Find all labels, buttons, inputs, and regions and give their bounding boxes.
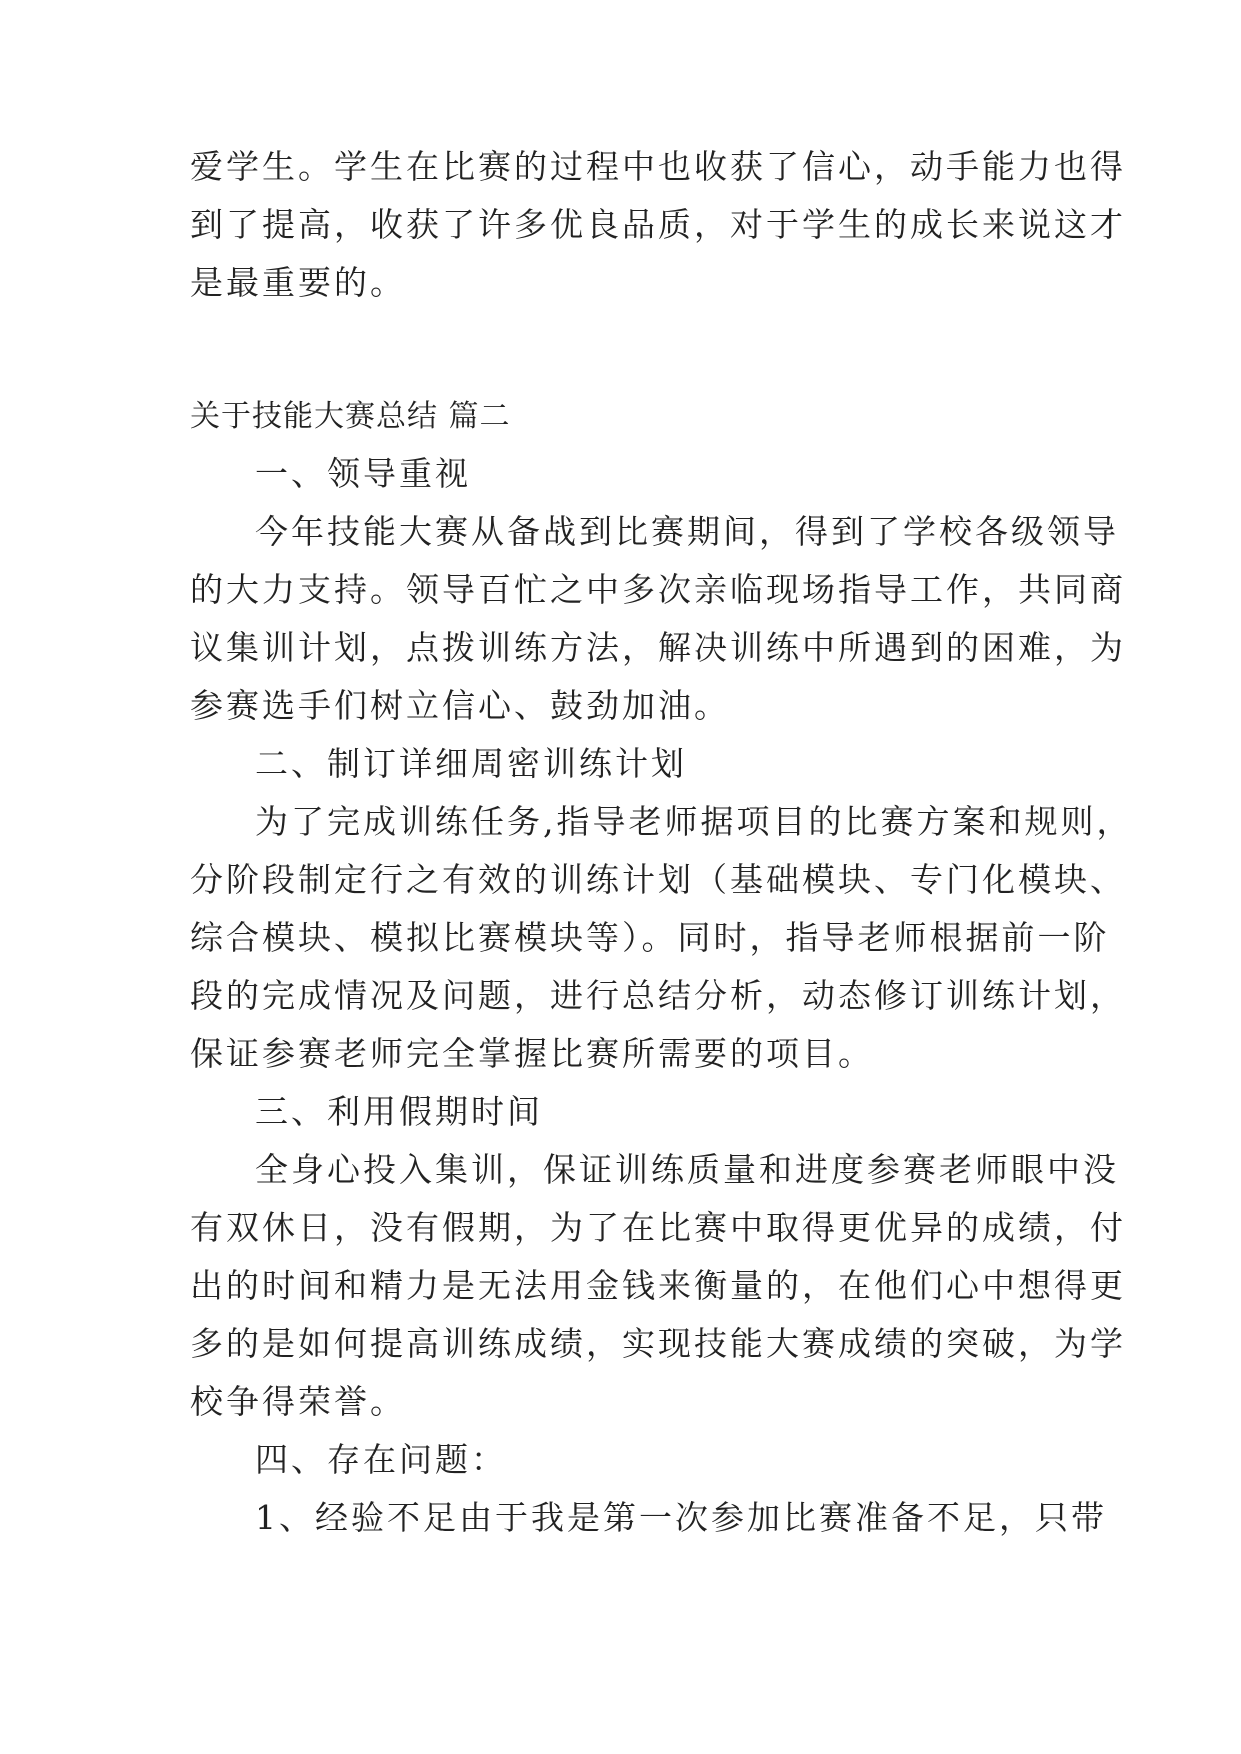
paragraph-line: 今年技能大赛从备战到比赛期间，得到了学校各级领导 — [255, 512, 1119, 551]
paragraph-line: 是最重要的。 — [190, 263, 406, 302]
paragraph-line: 参赛选手们树立信心、鼓劲加油。 — [190, 686, 730, 725]
paragraph-line: 为了完成训练任务,指导老师据项目的比赛方案和规则， — [255, 802, 1133, 841]
part-heading: 二、制订详细周密训练计划 — [255, 744, 687, 783]
paragraph-line: 保证参赛老师完全掌握比赛所需要的项目。 — [190, 1034, 874, 1073]
paragraph-line: 校争得荣誉。 — [190, 1382, 406, 1421]
paragraph-line: 的大力支持。领导百忙之中多次亲临现场指导工作，共同商 — [190, 570, 1126, 609]
paragraph-line: 议集训计划，点拨训练方法，解决训练中所遇到的困难，为 — [190, 628, 1126, 667]
paragraph-line: 1、经验不足由于我是第一次参加比赛准备不足，只带 — [255, 1498, 1107, 1537]
paragraph-line: 全身心投入集训，保证训练质量和进度参赛老师眼中没 — [255, 1150, 1119, 1189]
paragraph-line: 分阶段制定行之有效的训练计划（基础模块、专门化模块、 — [190, 860, 1126, 899]
paragraph-line: 综合模块、模拟比赛模块等）。同时，指导老师根据前一阶 — [190, 918, 1110, 957]
paragraph-line: 多的是如何提高训练成绩，实现技能大赛成绩的突破，为学 — [190, 1324, 1126, 1363]
paragraph-line: 出的时间和精力是无法用金钱来衡量的，在他们心中想得更 — [190, 1266, 1126, 1305]
paragraph-line: 段的完成情况及问题，进行总结分析，动态修订训练计划， — [190, 976, 1126, 1015]
part-heading: 三、利用假期时间 — [255, 1092, 543, 1131]
paragraph-line: 爱学生。学生在比赛的过程中也收获了信心，动手能力也得 — [190, 147, 1126, 186]
part-heading: 一、领导重视 — [255, 454, 471, 493]
section-title: 关于技能大赛总结 篇二 — [190, 399, 511, 434]
paragraph-line: 到了提高，收获了许多优良品质，对于学生的成长来说这才 — [190, 205, 1126, 244]
paragraph-line: 有双休日，没有假期，为了在比赛中取得更优异的成绩，付 — [190, 1208, 1126, 1247]
part-heading: 四、存在问题： — [255, 1440, 507, 1479]
